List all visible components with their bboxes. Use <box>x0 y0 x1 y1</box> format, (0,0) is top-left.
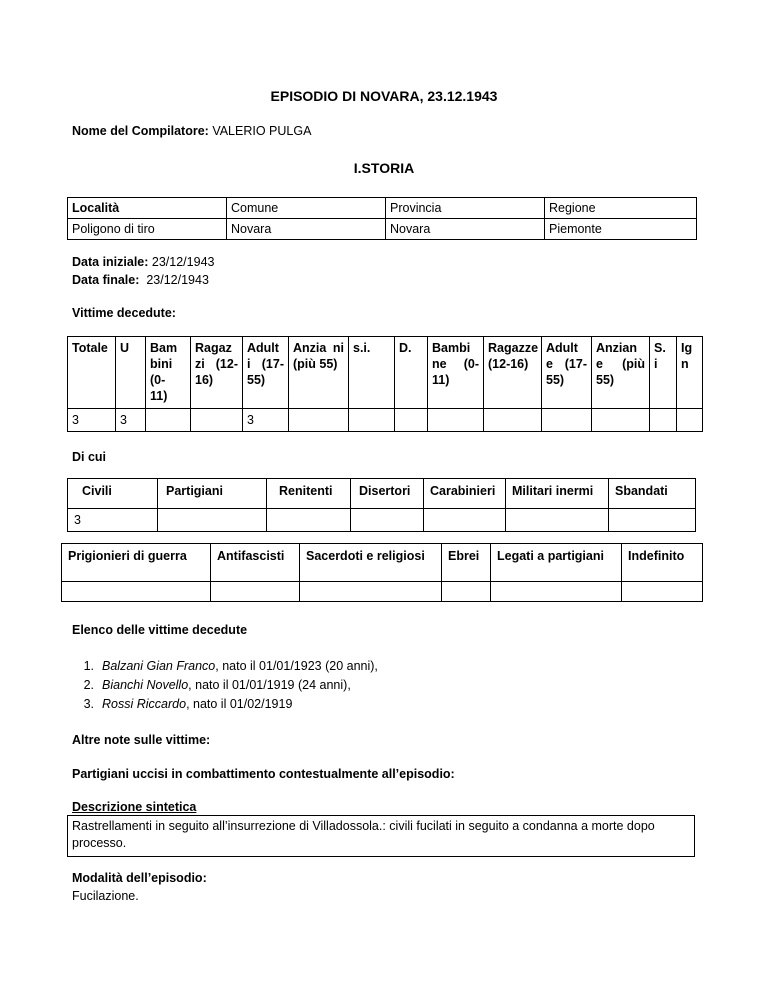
categories-table <box>61 543 703 602</box>
di-cui-header-renitenti: Renitenti <box>267 479 351 509</box>
cat-value-legati <box>491 582 622 602</box>
di-cui-header-militari: Militari inermi <box>506 479 609 509</box>
value-regione: Piemonte <box>545 219 697 240</box>
end-date-label: Data finale: <box>72 273 140 287</box>
partigiani-label: Partigiani uccisi in combattimento contestualmente all’episodio: <box>72 767 455 781</box>
list-item <box>72 695 378 714</box>
di-cui-value-militari <box>506 509 609 532</box>
cat-value-ebrei <box>442 582 491 602</box>
value-comune: Novara <box>227 219 386 240</box>
descrizione-box: Rastrellamenti in seguito all’insurrezione di Villadossola.: civili fucilati in seguito a condanna a morte dopo processo. <box>67 815 695 857</box>
table-row <box>68 219 697 240</box>
victims-value-anziane <box>592 409 650 432</box>
victims-value-bambine <box>428 409 484 432</box>
cat-value-prigionieri <box>62 582 211 602</box>
di-cui-value-carabinieri <box>424 509 506 532</box>
victims-header-anziane: Anzian e (più 55) <box>592 337 650 409</box>
di-cui-value-partigiani <box>158 509 267 532</box>
value-localita: Poligono di tiro <box>68 219 227 240</box>
victims-value-si-f <box>650 409 677 432</box>
modalita-text: Fucilazione. <box>72 889 139 903</box>
victim-list <box>72 657 378 714</box>
compiler-label: Nome del Compilatore: <box>72 124 209 138</box>
compiler-line <box>72 124 311 138</box>
di-cui-label: Di cui <box>72 450 107 464</box>
victims-value-adulti: 3 <box>243 409 289 432</box>
value-provincia: Novara <box>386 219 545 240</box>
victims-header-si: s.i. <box>349 337 395 409</box>
table-row <box>68 409 703 432</box>
victims-value-bambini <box>146 409 191 432</box>
victims-header-ragazzi: Ragaz zi (12- 16) <box>191 337 243 409</box>
table-row <box>68 198 697 219</box>
header-comune: Comune <box>227 198 386 219</box>
list-number: 3. <box>83 697 94 711</box>
start-date-value: 23/12/1943 <box>151 255 215 269</box>
cat-header-ebrei: Ebrei <box>442 544 491 582</box>
cat-header-antifascisti: Antifascisti <box>211 544 300 582</box>
victims-value-u: 3 <box>116 409 146 432</box>
di-cui-value-renitenti <box>267 509 351 532</box>
di-cui-table <box>67 478 696 532</box>
victim-detail: , nato il 01/01/1923 (20 anni), <box>215 659 378 673</box>
cat-header-sacerdoti: Sacerdoti e religiosi <box>300 544 442 582</box>
victims-value-anziani <box>289 409 349 432</box>
victims-label: Vittime decedute: <box>72 306 176 320</box>
list-item <box>72 657 378 676</box>
victims-value-ragazze <box>484 409 542 432</box>
compiler-value: VALERIO PULGA <box>212 124 312 138</box>
victims-value-totale: 3 <box>68 409 116 432</box>
list-number: 1. <box>83 659 94 673</box>
victim-detail: , nato il 01/02/1919 <box>186 697 293 711</box>
di-cui-header-sbandati: Sbandati <box>609 479 696 509</box>
victims-header-d: D. <box>395 337 428 409</box>
victims-header-adulti: Adult i (17- 55) <box>243 337 289 409</box>
victims-value-d <box>395 409 428 432</box>
start-date-line <box>72 253 214 271</box>
victims-table <box>67 336 703 432</box>
victim-name: Balzani Gian Franco <box>102 659 216 673</box>
table-row <box>62 582 703 602</box>
di-cui-header-civili: Civili <box>68 479 158 509</box>
victims-header-adulte: Adult e (17- 55) <box>542 337 592 409</box>
header-provincia: Provincia <box>386 198 545 219</box>
victims-value-adulte <box>542 409 592 432</box>
header-regione: Regione <box>545 198 697 219</box>
table-row <box>68 479 696 509</box>
section-title: I.STORIA <box>353 160 415 176</box>
altre-note-label: Altre note sulle vittime: <box>72 733 211 747</box>
cat-value-antifascisti <box>211 582 300 602</box>
list-item <box>72 676 378 695</box>
cat-value-sacerdoti <box>300 582 442 602</box>
victims-header-bambini: Bam bini (0- 11) <box>146 337 191 409</box>
victim-name: Bianchi Novello <box>102 678 189 692</box>
di-cui-value-disertori <box>351 509 424 532</box>
cat-value-indefinito <box>622 582 703 602</box>
victims-value-ragazzi <box>191 409 243 432</box>
di-cui-value-civili: 3 <box>68 509 158 532</box>
start-date-label: Data iniziale: <box>72 255 149 269</box>
victims-header-ign: Ig n <box>677 337 703 409</box>
dates-block <box>72 253 214 289</box>
victims-value-si <box>349 409 395 432</box>
di-cui-header-carabinieri: Carabinieri <box>424 479 506 509</box>
table-row <box>68 337 703 409</box>
victims-header-bambine: Bambi ne (0- 11) <box>428 337 484 409</box>
di-cui-header-disertori: Disertori <box>351 479 424 509</box>
location-table <box>67 197 697 240</box>
di-cui-header-partigiani: Partigiani <box>158 479 267 509</box>
di-cui-value-sbandati <box>609 509 696 532</box>
cat-header-indefinito: Indefinito <box>622 544 703 582</box>
table-row <box>62 544 703 582</box>
header-localita: Località <box>68 198 227 219</box>
victims-header-totale: Totale <box>68 337 116 409</box>
end-date-line <box>72 271 214 289</box>
victims-header-ragazze: Ragazze (12-16) <box>484 337 542 409</box>
victim-detail: , nato il 01/01/1919 (24 anni), <box>188 678 351 692</box>
descrizione-label: Descrizione sintetica <box>72 800 197 814</box>
victims-header-u: U <box>116 337 146 409</box>
table-row <box>68 509 696 532</box>
victim-name: Rossi Riccardo <box>102 697 187 711</box>
cat-header-legati: Legati a partigiani <box>491 544 622 582</box>
victims-value-ign <box>677 409 703 432</box>
list-number: 2. <box>83 678 94 692</box>
cat-header-prigionieri: Prigionieri di guerra <box>62 544 211 582</box>
end-date-value: 23/12/1943 <box>146 273 209 287</box>
victims-header-anziani: Anzia ni (più 55) <box>289 337 349 409</box>
modalita-label: Modalità dell’episodio: <box>72 871 207 885</box>
victim-list-label: Elenco delle vittime decedute <box>72 623 248 637</box>
document-title: EPISODIO DI NOVARA, 23.12.1943 <box>270 88 498 104</box>
victims-header-si-f: S. i <box>650 337 677 409</box>
